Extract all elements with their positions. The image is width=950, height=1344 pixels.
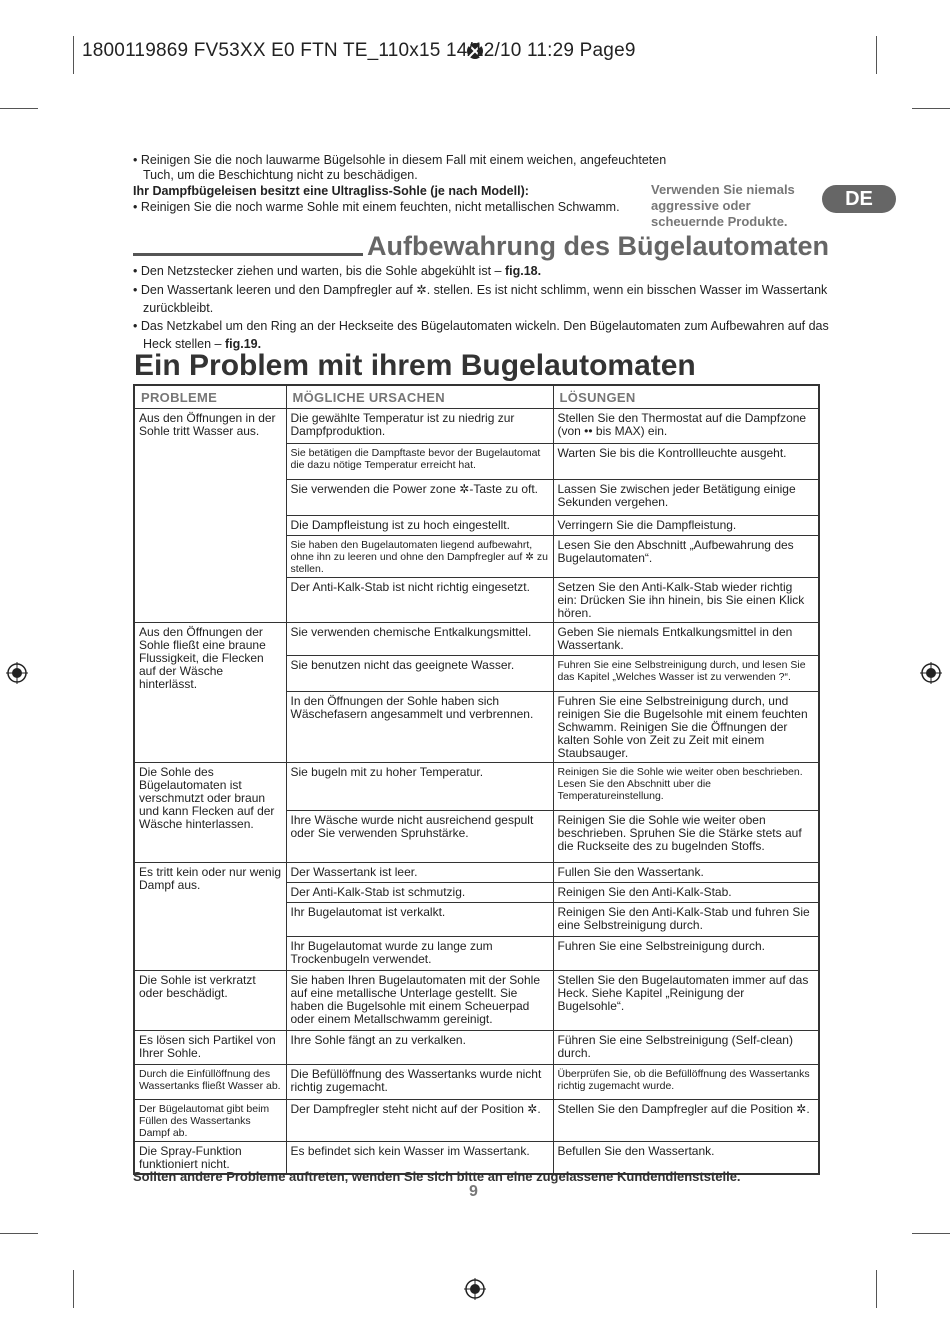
cause-cell: Sie verwenden die Power zone ✲-Taste zu oft. [286, 480, 553, 516]
intro-bullet-cont: Tuch, um die Beschichtung nicht zu beschädigen. [143, 168, 418, 182]
crop-mark [0, 108, 38, 109]
cause-cell: Der Anti-Kalk-Stab ist nicht richtig eingesetzt. [286, 578, 553, 623]
registration-mark-icon [6, 662, 28, 684]
column-header: MÖGLICHE URSACHEN [286, 385, 553, 409]
cause-cell: Ihr Bugelautomat wurde zu lange zum Trockenbugeln verwendet. [286, 937, 553, 971]
cause-cell: Sie benutzen nicht das geeignete Wasser. [286, 656, 553, 692]
troubleshooting-table [133, 384, 820, 1175]
column-header: PROBLEME [134, 385, 286, 409]
solution-cell: Lassen Sie zwischen jeder Betätigung einige Sekunden vergehen. [553, 480, 819, 516]
cause-cell: In den Öffnungen der Sohle haben sich Wäschefasern angesammelt und verbrennen. [286, 692, 553, 763]
crop-mark [73, 1270, 74, 1308]
storage-bullet-text: • Den Netzstecker ziehen und warten, bis die Sohle abgekühlt ist – [133, 264, 505, 278]
solution-cell: Reinigen Sie die Sohle wie weiter oben beschrieben. Spruhen Sie die Stärke stets auf die Ruckseite des zu bugelnden Stoffs. [553, 811, 819, 863]
crop-mark [876, 36, 877, 74]
solution-cell: Stellen Sie den Bugelautomaten immer auf das Heck. Siehe Kapitel „Reinigung der Bugelsohle“. [553, 971, 819, 1031]
problem-cell: Aus den Öffnungen der Sohle fließt eine braune Flussigkeit, die Flecken auf der Wäsche hinterlässt. [134, 623, 286, 763]
problem-cell: Es lösen sich Partikel von Ihrer Sohle. [134, 1031, 286, 1065]
table-body [134, 409, 819, 1175]
solution-cell: Fuhren Sie eine Selbstreinigung durch, und lesen Sie das Kapitel „Welches Wasser ist zu verwenden ?“. [553, 656, 819, 692]
cause-cell: Der Dampfregler steht nicht auf der Position ✲. [286, 1100, 553, 1142]
solution-cell: Fuhren Sie eine Selbstreinigung durch. [553, 937, 819, 971]
cause-cell: Die gewählte Temperatur ist zu niedrig zur Dampfproduktion. [286, 409, 553, 444]
cause-cell: Der Wassertank ist leer. [286, 863, 553, 883]
language-badge: DE [822, 185, 896, 213]
solution-cell: Reinigen Sie die Sohle wie weiter oben beschrieben. Lesen Sie den Abschnitt uber die Temperatureinstellung. [553, 763, 819, 811]
solution-cell: Warten Sie bis die Kontrollleuchte ausgeht. [553, 444, 819, 480]
solution-cell: Befullen Sie den Wassertank. [553, 1142, 819, 1175]
cause-cell: Es befindet sich kein Wasser im Wassertank. [286, 1142, 553, 1175]
problem-cell: Durch die Einfüllöffnung des Wassertanks fließt Wasser ab. [134, 1065, 286, 1100]
intro-bullet: • Reinigen Sie die noch lauwarme Bügelsohle in diesem Fall mit einem weichen, angefeuchteten [133, 153, 667, 167]
problem-cell: Die Spray-Funktion funktioniert nicht. [134, 1142, 286, 1175]
table-row [134, 623, 819, 656]
intro-bold-line: Ihr Dampfbügeleisen besitzt eine Ultragliss-Sohle (je nach Modell): [133, 184, 529, 198]
table-row [134, 1031, 819, 1065]
cause-cell: Ihr Bugelautomat ist verkalkt. [286, 903, 553, 937]
cause-cell: Sie haben Ihren Bugelautomaten mit der Sohle auf eine metallische Unterlage gestellt. Sie haben die Bugelsohle mit einem Scheuerpad oder einem Metallschwamm gereinigt. [286, 971, 553, 1031]
problem-cell: Der Bügelautomat gibt beim Füllen des Wassertanks Dampf ab. [134, 1100, 286, 1142]
section-title: Aufbewahrung des Bügelautomaten [367, 231, 830, 261]
solution-cell: Stellen Sie den Dampfregler auf die Position ✲. [553, 1100, 819, 1142]
intro-bullet: • Reinigen Sie die noch warme Sohle mit einem feuchten, nicht metallischen Schwamm. [133, 200, 620, 214]
solution-cell: Lesen Sie den Abschnitt „Aufbewahrung des Bugelautomaten“. [553, 536, 819, 578]
table-row [134, 863, 819, 883]
page-number: 9 [469, 1183, 478, 1200]
problem-cell: Es tritt kein oder nur wenig Dampf aus. [134, 863, 286, 971]
crop-mark [912, 1233, 950, 1234]
cause-cell: Sie bugeln mit zu hoher Temperatur. [286, 763, 553, 811]
solution-cell: Führen Sie eine Selbstreinigung (Self-clean) durch. [553, 1031, 819, 1065]
table-row [134, 1065, 819, 1100]
cause-cell: Die Dampfleistung ist zu hoch eingestellt. [286, 516, 553, 536]
registration-mark-icon [920, 662, 942, 684]
cause-cell: Die Befüllöffnung des Wassertanks wurde nicht richtig zugemacht. [286, 1065, 553, 1100]
problem-cell: Die Sohle ist verkratzt oder beschädigt. [134, 971, 286, 1031]
crop-mark [912, 108, 950, 109]
section-rule [133, 253, 363, 256]
crop-mark [0, 1233, 38, 1234]
storage-bullet: • Den Wassertank leeren und den Dampfregler auf ✲. stellen. Es ist nicht schlimm, wenn ein bisschen Wasser im Wassertank [133, 283, 828, 297]
cause-cell: Sie haben den Bugelautomaten liegend aufbewahrt, ohne ihn zu leeren und ohne den Dampfregler auf ✲ zu stellen. [286, 536, 553, 578]
column-header: LÖSUNGEN [553, 385, 819, 409]
storage-bullet-text: Heck stellen – [143, 337, 225, 351]
table-row [134, 763, 819, 811]
figure-ref: fig.19. [224, 337, 262, 351]
table-row [134, 409, 819, 444]
solution-cell: Fullen Sie den Wassertank. [553, 863, 819, 883]
table-row [134, 1100, 819, 1142]
solution-cell: Reinigen Sie den Anti-Kalk-Stab. [553, 883, 819, 903]
storage-bullet [133, 262, 541, 280]
cause-cell: Sie verwenden chemische Entkalkungsmittel. [286, 623, 553, 656]
side-note: Verwenden Sie niemals aggressive oder scheuernde Produkte. [651, 182, 795, 229]
footer-note: Sollten andere Probleme auftreten, wenden Sie sich bitte an eine zugelassene Kundendienststelle. [133, 1169, 741, 1184]
problem-cell: Die Sohle des Bügelautomaten ist verschmutzt oder braun und kann Flecken auf der Wäsche hinterlassen. [134, 763, 286, 863]
solution-cell: Fuhren Sie eine Selbstreinigung durch, und reinigen Sie die Bugelsohle mit einem feuchten Schwamm. Reinigen Sie die Öffnungen der kalten Sohle von Zeit zu Zeit mit einem Staubsauger. [553, 692, 819, 763]
problem-cell: Aus den Öffnungen in der Sohle tritt Wasser aus. [134, 409, 286, 623]
cause-cell: Der Anti-Kalk-Stab ist schmutzig. [286, 883, 553, 903]
storage-bullet-cont: zurückbleibt. [143, 301, 214, 315]
solution-cell: Reinigen Sie den Anti-Kalk-Stab und fuhren Sie eine Selbstreinigung durch. [553, 903, 819, 937]
cause-cell: Ihre Sohle fängt an zu verkalken. [286, 1031, 553, 1065]
table-header-row [134, 385, 819, 409]
registration-mark-icon [464, 1278, 486, 1300]
figure-ref: fig.18. [504, 264, 542, 278]
troubleshooting-title: Ein Problem mit ihrem Bugelautomaten [134, 349, 696, 382]
solution-cell: Verringern Sie die Dampfleistung. [553, 516, 819, 536]
crop-mark [876, 1270, 877, 1308]
solution-cell: Stellen Sie den Thermostat auf die Dampfzone (von •• bis MAX) ein. [553, 409, 819, 444]
solution-cell: Geben Sie niemals Entkalkungsmittel in den Wassertank. [553, 623, 819, 656]
solution-cell: Setzen Sie den Anti-Kalk-Stab wieder richtig ein: Drücken Sie ihn hinein, bis Sie einen Klick hören. [553, 578, 819, 623]
print-slug: 1800119869 FV53XX E0 FTN TE_110x15 14/12/10 11:29 Page9 [82, 40, 636, 61]
storage-bullet: • Das Netzkabel um den Ring an der Heckseite des Bügelautomaten wickeln. Den Bügelautomaten zum Aufbewahren auf das [133, 319, 829, 333]
table-row [134, 971, 819, 1031]
cause-cell: Ihre Wäsche wurde nicht ausreichend gespult oder Sie verwenden Spruhstärke. [286, 811, 553, 863]
solution-cell: Überprüfen Sie, ob die Befüllöffnung des Wassertanks richtig zugemacht wurde. [553, 1065, 819, 1100]
crop-mark [73, 36, 74, 74]
cause-cell: Sie betätigen die Dampftaste bevor der Bugelautomat die dazu nötige Temperatur erreicht hat. [286, 444, 553, 480]
